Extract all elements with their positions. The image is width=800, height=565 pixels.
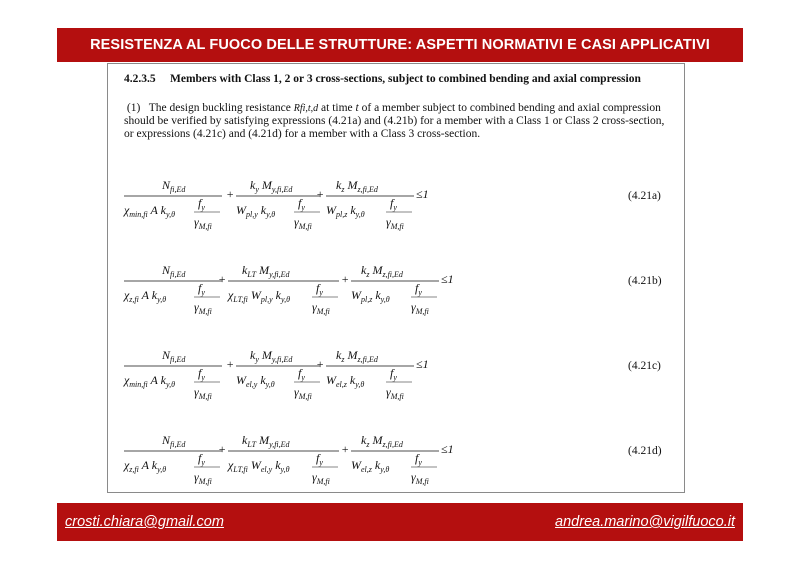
term-bending-y — [236, 178, 320, 231]
section-heading — [124, 73, 641, 85]
term-axial — [123, 263, 222, 316]
svg-text:γM,fi: $\gamma_{M,fi}$ — [411, 300, 429, 316]
chi-symbol: χ — [124, 458, 130, 472]
svg-text:kLT My,fi,Ed: $k_{LT}$ $M_{y,fi,Ed}$ — [242, 433, 290, 449]
svg-text:γM,fi: $\gamma_{M,fi}$ — [194, 215, 212, 231]
term-bending-y — [227, 263, 339, 316]
svg-text:Wel,y ky,θ: $W_{el,y}$ $k_{y,\theta}$ — [236, 373, 275, 389]
svg-text:γM,fi: $\gamma_{M,fi}$ — [312, 300, 330, 316]
svg-text:χLT,fi Wpl,y ky,θ: $\chi_{LT,fi}$ $W_{pl,y}$ $k_{y,\theta}$ — [228, 288, 291, 304]
svg-text:ky My,fi,Ed: $k_y$ $M_{y,fi,Ed}$ — [250, 348, 293, 364]
svg-text:γM,fi: $\gamma_{M,fi}$ — [294, 215, 312, 231]
time-symbol: t — [355, 102, 359, 114]
paragraph-number: (1) — [126, 102, 141, 114]
svg-text:Nfi,Ed: $N_{fi,Ed}$ — [162, 178, 186, 194]
term-bending-z — [351, 433, 439, 486]
svg-text:γM,fi: $\gamma_{M,fi}$ — [386, 215, 404, 231]
svg-text:χz,fi A ky,θ: $\chi_{z,fi}$ A $k_{y,\theta}$ — [124, 458, 167, 474]
svg-text:fy: $f_y$ — [198, 366, 205, 382]
right-email-link[interactable]: andrea.marino@vigilfuoco.it — [555, 514, 735, 530]
equation-label-4: (4.21d) — [628, 445, 662, 457]
svg-text:Wpl,z ky,θ: $W_{pl,z}$ $k_{y,\theta}$ — [351, 288, 390, 304]
svg-text:fy: $f_y$ — [198, 196, 205, 212]
svg-text:χz,fi A ky,θ: $\chi_{z,fi}$ A $k_{y,\theta}$ — [124, 288, 167, 304]
svg-text:Nfi,Ed: $N_{fi,Ed}$ — [162, 348, 186, 364]
svg-text:χmin,fi A ky,θ: $\chi_{min,fi}$ A $k_{y,\theta}$ — [124, 373, 176, 389]
svg-text:kLT My,fi,Ed: $k_{LT}$ $M_{y,fi,Ed}$ — [242, 263, 290, 279]
svg-text:γM,fi: $\gamma_{M,fi}$ — [294, 385, 312, 401]
term-bending-z — [326, 348, 414, 401]
svg-text:γM,fi: $\gamma_{M,fi}$ — [194, 300, 212, 316]
svg-text:kz Mz,fi,Ed: $k_z$ $M_{z,fi,Ed}$ — [336, 178, 378, 194]
svg-text:γM,fi: $\gamma_{M,fi}$ — [312, 470, 330, 486]
formula-4 — [124, 429, 624, 493]
term-bending-z — [326, 178, 414, 231]
svg-text:+: + — [226, 187, 235, 201]
section-number: 4.2.3.5 — [124, 73, 156, 85]
svg-text:≤1: ≤1 — [416, 187, 429, 201]
svg-text:Nfi,Ed: $N_{fi,Ed}$ — [162, 433, 186, 449]
svg-text:fy: $f_y$ — [198, 281, 205, 297]
svg-text:+: + — [316, 357, 325, 371]
svg-text:+: + — [341, 442, 350, 456]
svg-text:Wel,z ky,θ: $W_{el,z}$ $k_{y,\theta}$ — [326, 373, 365, 389]
svg-text:γM,fi: $\gamma_{M,fi}$ — [194, 470, 212, 486]
svg-text:+: + — [218, 272, 227, 286]
formula-3 — [124, 344, 624, 408]
section-title: Members with Class 1, 2 or 3 cross-sections, subject to combined bending and axial compression — [170, 73, 641, 85]
svg-text:ky My,fi,Ed: $k_y$ $M_{y,fi,Ed}$ — [250, 178, 293, 194]
svg-text:fy: $f_y$ — [298, 196, 305, 212]
svg-text:γM,fi: $\gamma_{M,fi}$ — [386, 385, 404, 401]
formula-2 — [124, 259, 624, 323]
slide-title: RESISTENZA AL FUOCO DELLE STRUTTURE: ASPETTI NORMATIVI E CASI APPLICATIVI — [90, 37, 710, 53]
svg-text:fy: $f_y$ — [390, 366, 397, 382]
svg-text:fy: $f_y$ — [198, 451, 205, 467]
svg-text:+: + — [218, 442, 227, 456]
chi-symbol: χ — [124, 288, 130, 302]
term-bending-z — [351, 263, 439, 316]
equation-label-2: (4.21b) — [628, 275, 662, 287]
paragraph-text-a: The design buckling resistance — [148, 102, 291, 114]
paragraph — [124, 102, 672, 141]
chi-symbol: χ — [124, 373, 130, 387]
svg-text:kz Mz,fi,Ed: $k_z$ $M_{z,fi,Ed}$ — [361, 433, 403, 449]
term-axial — [123, 433, 222, 486]
svg-text:γM,fi: $\gamma_{M,fi}$ — [411, 470, 429, 486]
term-axial — [123, 178, 222, 231]
svg-text:+: + — [316, 187, 325, 201]
svg-text:+: + — [341, 272, 350, 286]
slide-header — [57, 28, 743, 62]
equation-label-3: (4.21c) — [628, 360, 661, 372]
svg-text:χmin,fi A ky,θ: $\chi_{min,fi}$ A $k_{y,\theta}$ — [124, 203, 176, 219]
svg-text:+: + — [226, 357, 235, 371]
svg-text:fy: $f_y$ — [298, 366, 305, 382]
term-bending-y — [236, 348, 320, 401]
left-email-link[interactable]: crosti.chiara@gmail.com — [65, 514, 224, 530]
svg-text:fy: $f_y$ — [390, 196, 397, 212]
term-axial — [123, 348, 222, 401]
svg-text:γM,fi: $\gamma_{M,fi}$ — [194, 385, 212, 401]
paragraph-text-b: at time — [321, 102, 353, 114]
svg-text:≤1: ≤1 — [416, 357, 429, 371]
svg-text:Wpl,z ky,θ: $W_{pl,z}$ $k_{y,\theta}$ — [326, 203, 365, 219]
svg-text:fy: $f_y$ — [316, 451, 323, 467]
svg-text:≤1: ≤1 — [441, 272, 454, 286]
svg-text:Wpl,y ky,θ: $W_{pl,y}$ $k_{y,\theta}$ — [236, 203, 276, 219]
svg-text:Nfi,Ed: $N_{fi,Ed}$ — [162, 263, 186, 279]
equation-label-1: (4.21a) — [628, 190, 661, 202]
svg-text:kz Mz,fi,Ed: $k_z$ $M_{z,fi,Ed}$ — [336, 348, 378, 364]
svg-text:fy: $f_y$ — [316, 281, 323, 297]
svg-text:kz Mz,fi,Ed: $k_z$ $M_{z,fi,Ed}$ — [361, 263, 403, 279]
svg-text:≤1: ≤1 — [441, 442, 454, 456]
chi-symbol: χ — [124, 203, 130, 217]
svg-text:χLT,fi Wel,y ky,θ: $\chi_{LT,fi}$ $W_{el,y}$ $k_{y,\theta}$ — [228, 458, 290, 474]
document-excerpt — [107, 63, 685, 493]
term-bending-y — [227, 433, 339, 486]
slide-footer — [57, 503, 743, 541]
resistance-symbol: Rfi,t,d — [293, 103, 319, 114]
svg-text:Wel,z ky,θ: $W_{el,z}$ $k_{y,\theta}$ — [351, 458, 390, 474]
paragraph-text-c: of a member subject to combined bending and axial compression should be verified by satisfying expressions (4.21a) and (4.21b) for a member with a Class 1 or Class 2 cross-section, or expressions (4.21c) and (4.21d) for a member with a Class 3 cross-section. — [124, 102, 665, 140]
svg-text:fy: $f_y$ — [415, 451, 422, 467]
formula-1 — [124, 174, 624, 238]
svg-text:fy: $f_y$ — [415, 281, 422, 297]
